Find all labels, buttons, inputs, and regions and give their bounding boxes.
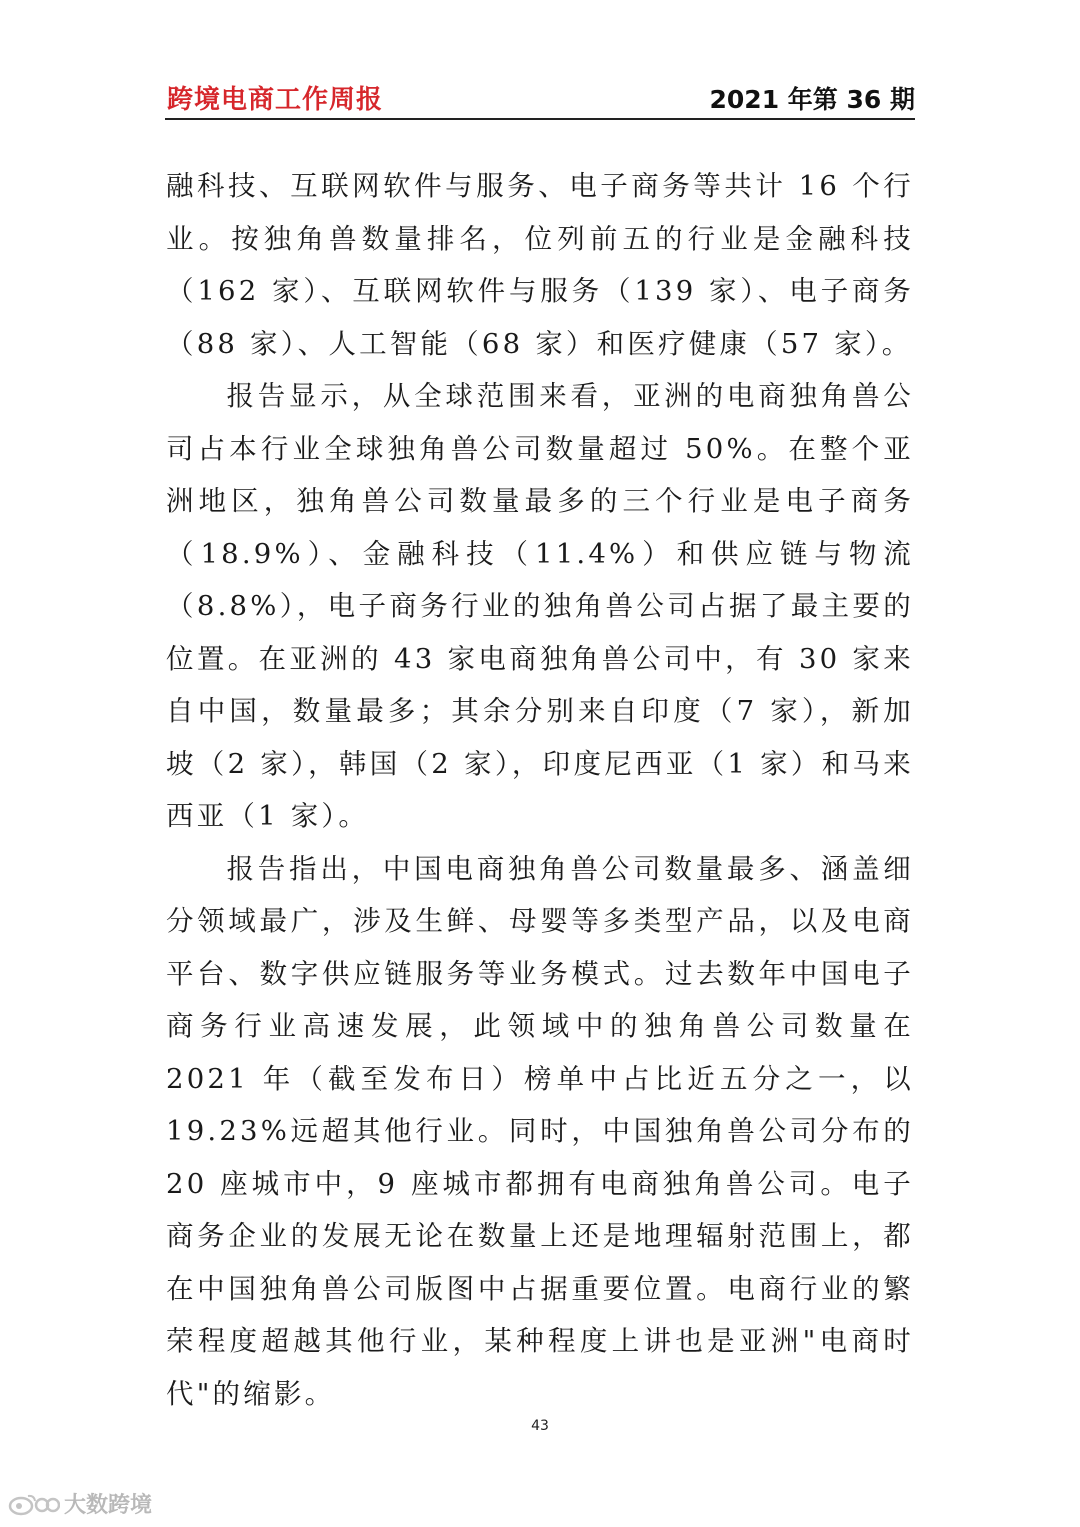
page-number: 43 — [531, 1418, 549, 1434]
issue-number: 2021 年第 36 期 — [709, 85, 915, 114]
page-header — [167, 76, 915, 116]
watermark — [8, 1488, 152, 1519]
article-body — [166, 160, 914, 1420]
header-divider — [165, 118, 915, 120]
publication-title: 跨境电商工作周报 — [167, 85, 384, 115]
paragraph-continuation: 融科技、互联网软件与服务、电子商务等共计 16 个行业。按独角兽数量排名，位列前五的行业是金融科技（162 家）、互联网软件与服务（139 家）、电子商务（88 家）、人工智能（68 家）和医疗健康（57 家）。 — [166, 170, 914, 360]
weibo-logo-icon — [8, 1491, 60, 1517]
paragraph-report-asia: 报告显示，从全球范围来看，亚洲的电商独角兽公司占本行业全球独角兽公司数量超过 50%。在整个亚洲地区，独角兽公司数量最多的三个行业是电子商务（18.9%）、金融科技（11.4%）和供应链与物流（8.8%），电子商务行业的独角兽公司占据了最主要的位置。在亚洲的 43 家电商独角兽公司中，有 30 家来自中国，数量最多；其余分别来自印度（7 家），新加坡（2 家），韩国（2 家），印度尼西亚（1 家）和马来西亚（1 家）。 — [166, 380, 914, 832]
watermark-text: 大数跨境 — [64, 1493, 153, 1518]
paragraph-report-china: 报告指出，中国电商独角兽公司数量最多、涵盖细分领域最广，涉及生鲜、母婴等多类型产品，以及电商平台、数字供应链服务等业务模式。过去数年中国电子商务行业高速发展，此领域中的独角兽公司数量在 2021 年（截至发布日）榜单中占比近五分之一，以 19.23%远超其他行业。同时，中国独角兽公司分布的 20 座城市中，9 座城市都拥有电商独角兽公司。电子商务企业的发展无论在数量上还是地理辐射范围上，都在中国独角兽公司版图中占据重要位置。电商行业的繁荣程度超越其他行业，某种程度上讲也是亚洲"电商时代"的缩影。 — [166, 852, 914, 1410]
